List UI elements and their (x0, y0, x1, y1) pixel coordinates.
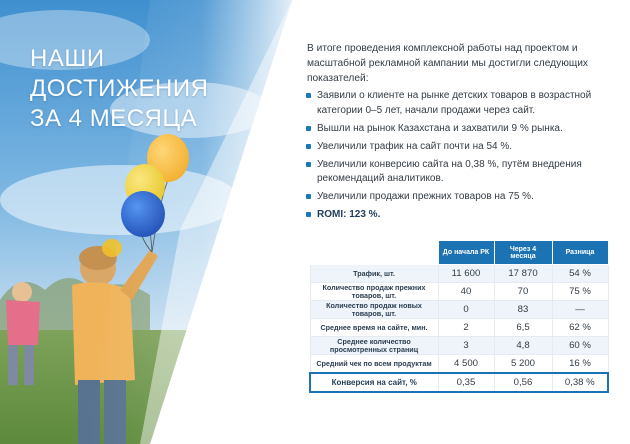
cell-after: 70 (494, 283, 552, 301)
page-title (30, 44, 208, 134)
table-row (310, 319, 608, 337)
header-blank (310, 241, 438, 265)
table-row (310, 337, 608, 355)
row-label: Количество продаж новых товаров, шт. (310, 301, 438, 319)
bullet-icon (306, 162, 311, 167)
cell-before: 11 600 (438, 265, 494, 283)
list-item: Заявили о клиенте на рынке детских товаров в возрастной категории 0–5 лет, начали продажи через сайт. (305, 89, 605, 118)
title-line-1: НАШИ (30, 45, 105, 72)
header-before: До начала РК (438, 241, 494, 265)
bullet-icon (306, 194, 311, 199)
cell-before: 0 (438, 301, 494, 319)
list-item: Увеличили трафик на сайт почти на 54 %. (305, 140, 605, 155)
cell-diff: 62 % (552, 319, 608, 337)
row-label: Среднее количество просмотренных страниц (310, 337, 438, 355)
row-label: Средний чек по всем продуктам (310, 355, 438, 374)
bullet-icon (306, 144, 311, 149)
cell-after: 4,8 (494, 337, 552, 355)
cell-diff: 54 % (552, 265, 608, 283)
row-label: Среднее время на сайте, мин. (310, 319, 438, 337)
table-row (310, 301, 608, 319)
header-diff: Разница (552, 241, 608, 265)
cell-before: 40 (438, 283, 494, 301)
table-row-conversion (310, 373, 608, 392)
title-line-3: ЗА 4 МЕСЯЦА (30, 105, 198, 132)
list-item: Увеличили продажи прежних товаров на 75 %. (305, 190, 605, 205)
achievements-list (305, 89, 605, 226)
table-row (310, 283, 608, 301)
bullet-icon (306, 212, 311, 217)
cell-diff: 60 % (552, 337, 608, 355)
cell-before: 2 (438, 319, 494, 337)
list-item: Увеличили конверсию сайта на 0,38 %, путём внедрения рекомендаций аналитиков. (305, 158, 605, 187)
list-item-romi: ROMI: 123 %. (305, 208, 605, 223)
cell-after: 17 870 (494, 265, 552, 283)
table-header-row (310, 241, 608, 265)
title-line-2: ДОСТИЖЕНИЯ (30, 75, 209, 102)
cell-before: 0,35 (438, 373, 494, 392)
cell-diff: 0,38 % (552, 373, 608, 392)
table-row (310, 355, 608, 374)
bullet-icon (306, 93, 311, 98)
cell-after: 6,5 (494, 319, 552, 337)
list-item: Вышли на рынок Казахстана и захватили 9 % рынка. (305, 122, 605, 137)
cell-after: 5 200 (494, 355, 552, 374)
cell-diff: 75 % (552, 283, 608, 301)
header-after: Через 4 месяца (494, 241, 552, 265)
row-label: Конверсия на сайт, % (310, 373, 438, 392)
intro-text: В итоге проведения комплексной работы над проектом и масштабной рекламной кампании мы достигли следующих показателей: (307, 43, 589, 84)
cell-diff: 16 % (552, 355, 608, 374)
row-label: Количество продаж прежних товаров, шт. (310, 283, 438, 301)
cell-after: 83 (494, 301, 552, 319)
results-table (309, 240, 609, 393)
cell-before: 4 500 (438, 355, 494, 374)
cell-diff: — (552, 301, 608, 319)
cell-before: 3 (438, 337, 494, 355)
row-label: Трафик, шт. (310, 265, 438, 283)
table-row (310, 265, 608, 283)
cell-after: 0,56 (494, 373, 552, 392)
bullet-icon (306, 126, 311, 131)
